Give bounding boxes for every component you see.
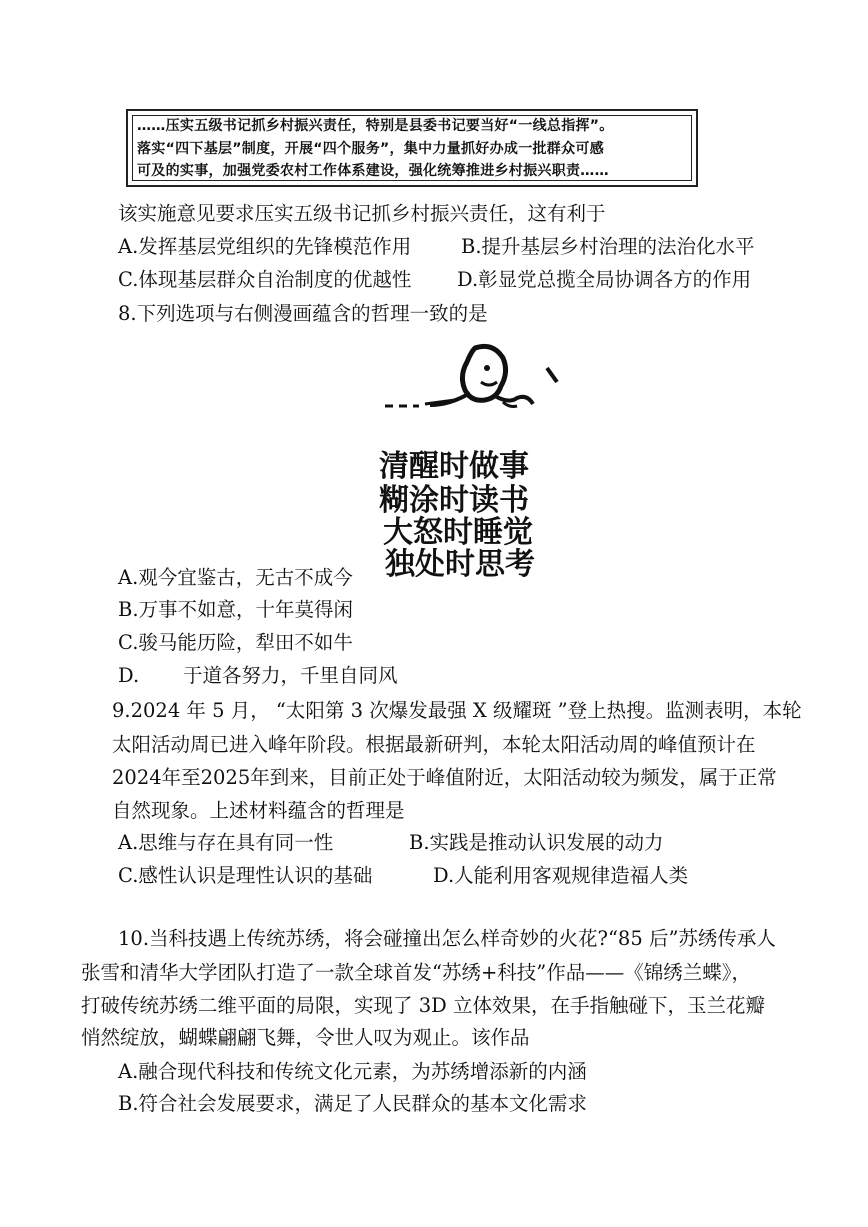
q9-line-4: 自然现象。上述材料蕴含的哲理是 xyxy=(112,799,405,822)
q7-option-c: C.体现基层群众自治制度的优越性 xyxy=(118,268,412,291)
q9-line-2: 太阳活动周已进入峰年阶段。根据最新研判，本轮太阳活动周的峰值预计在 xyxy=(112,733,756,756)
q7-option-d: D.彰显党总揽全局协调各方的作用 xyxy=(457,268,752,291)
q10-option-b: B.符合社会发展要求，满足了人民群众的基本文化需求 xyxy=(118,1092,588,1115)
q9-option-a: A.思维与存在具有同一性 xyxy=(118,831,334,854)
q8-option-d-label: D. xyxy=(118,664,140,687)
q10-line-4: 悄然绽放，蝴蝶翩翩飞舞，令世人叹为观止。该作品 xyxy=(81,1026,530,1049)
q10-line-3: 打破传统苏绣二维平面的局限，实现了 3D 立体效果，在手指触碰下，玉兰花瓣 xyxy=(81,994,765,1017)
q7-option-b: B.提升基层乡村治理的法治化水平 xyxy=(461,235,755,258)
q8-option-d-text: 于道各努力，千里自同风 xyxy=(183,664,398,687)
q8-option-b: B.万事不如意，十年莫得闲 xyxy=(118,598,354,621)
q8-stem: 8.下列选项与右侧漫画蕴含的哲理一致的是 xyxy=(118,302,488,325)
q9-line-1: 9.2024 年 5 月， “太阳第 3 次爆发最强 X 级耀斑 ”登上热搜。监测表明，本轮 xyxy=(112,699,802,722)
q8-option-c: C.骏马能历险，犁田不如牛 xyxy=(118,631,353,654)
cartoon-image xyxy=(375,338,590,583)
quote-line-2: 落实“四下基层”制度，开展“四个服务”，集中力量抓好办成一批群众可感 xyxy=(137,141,605,157)
cartoon-text-line-4: 独处时思考 xyxy=(385,547,535,582)
quote-line-1: ……压实五级书记抓乡村振兴责任，特别是县委书记要当好“一线总指挥”。 xyxy=(137,118,614,134)
q9-line-3: 2024年至2025年到来，目前正处于峰值附近，太阳活动较为频发，属于正常 xyxy=(112,766,777,789)
q10-option-a: A.融合现代科技和传统文化元素，为苏绣增添新的内涵 xyxy=(118,1060,587,1083)
q9-option-c: C.感性认识是理性认识的基础 xyxy=(118,864,373,887)
cartoon-text-line-3: 大怒时睡觉 xyxy=(383,515,533,550)
quote-line-3: 可及的实事，加强党委农村工作体系建设，强化统筹推进乡村振兴职责…… xyxy=(137,163,609,179)
q8-option-a: A.观今宜鉴古，无古不成今 xyxy=(118,566,353,589)
cartoon-figure-drawing xyxy=(375,338,590,583)
cartoon-text-line-1: 清醒时做事 xyxy=(379,449,529,484)
q9-option-b: B.实践是推动认识发展的动力 xyxy=(409,831,664,854)
q7-option-a: A.发挥基层党组织的先锋模范作用 xyxy=(118,235,412,258)
q10-line-1: 10.当科技遇上传统苏绣，将会碰撞出怎么样奇妙的火花?“85 后”苏绣传承人 xyxy=(118,927,776,950)
q7-stem: 该实施意见要求压实五级书记抓乡村振兴责任，这有利于 xyxy=(118,202,606,225)
cartoon-text-line-2: 糊涂时读书 xyxy=(379,483,529,518)
q9-option-d: D.人能利用客观规律造福人类 xyxy=(433,864,689,887)
q10-line-2: 张雪和清华大学团队打造了一款全球首发“苏绣+科技”作品——《锦绣兰蝶》， xyxy=(81,961,752,984)
